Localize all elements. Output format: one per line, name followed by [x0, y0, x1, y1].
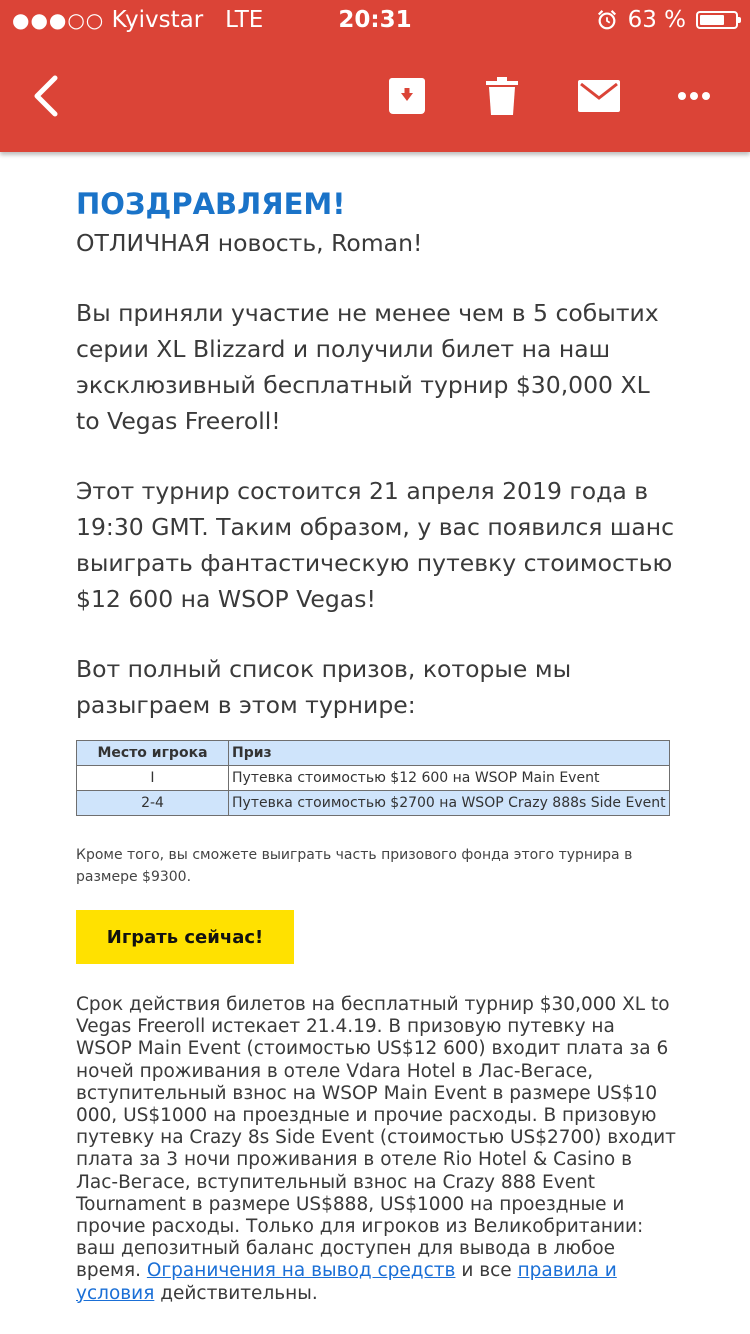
- prizes-table: [76, 740, 670, 816]
- table-row: [77, 791, 670, 816]
- back-button[interactable]: [18, 40, 74, 152]
- delete-button[interactable]: [475, 40, 529, 152]
- network-type: LTE: [225, 7, 264, 33]
- signal-strength: ●●●○○: [12, 8, 105, 32]
- tournament-paragraph: Этот турнир состоится 21 апреля 2019 года в 19:30 GMT. Таким образом, у вас появился шанс выиграть фантастическую путевку стоимостью $12 600 на WSOP Vegas!: [76, 477, 675, 613]
- more-horizontal-icon: [677, 91, 711, 101]
- email-body: [76, 185, 676, 1323]
- alarm-icon: [596, 9, 618, 31]
- header-prize: Приз: [229, 741, 670, 766]
- trash-icon: [486, 77, 518, 115]
- status-bar: [0, 0, 750, 40]
- battery-icon: [696, 11, 738, 29]
- status-time: 20:31: [338, 7, 412, 33]
- archive-icon: [388, 77, 426, 115]
- email-toolbar: [0, 40, 750, 152]
- place-cell: I: [77, 766, 229, 791]
- email-heading: ПОЗДРАВЛЯЕМ!: [76, 187, 346, 221]
- archive-button[interactable]: [380, 40, 434, 152]
- more-button[interactable]: [670, 40, 718, 152]
- app-header: [0, 0, 750, 152]
- play-now-button[interactable]: Играть сейчас!: [76, 910, 294, 964]
- prizes-intro-paragraph: Вот полный список призов, которые мы разыграем в этом турнире:: [76, 655, 572, 719]
- terms-text: Срок действия билетов на бесплатный турнир $30,000 XL to Vegas Freeroll истекает 21.4.19. В призовую путевку на WSOP Main Event (стоимостью US$12 600) входит плата за 6 ночей проживания в отеле Vdara Hotel в Лас-Вегасе, вступительный взнос на WSOP Main Event в размере US$10 000, US$1000 на проездные и прочие расходы. В призовую путевку на Crazy 8s Side Event (стоимостью US$2700) входит плата за 3 ночи проживания в отеле Rio Hotel & Casino в Лас-Вегасе, вступительный взнос на Crazy 888 Event Tournament в размере US$888, US$1000 на проездные и прочие расходы. Только для игроков из Великобритании: ваш депозитный баланс доступен для вывода в любое время.: [76, 994, 676, 1282]
- terms-mid-text: и все: [455, 1260, 518, 1282]
- place-cell: 2-4: [77, 791, 229, 816]
- table-header-row: [77, 741, 670, 766]
- table-row: [77, 766, 670, 791]
- mail-icon: [578, 80, 620, 112]
- carrier-name: Kyivstar: [111, 7, 204, 33]
- terms-end-text: действительны.: [154, 1282, 318, 1304]
- chevron-left-icon: [31, 74, 61, 118]
- extra-prize-text: Кроме того, вы сможете выиграть часть призового фонда этого турнира в размере $9300.: [76, 847, 633, 885]
- status-right: [596, 0, 738, 40]
- intro-paragraph: Вы приняли участие не менее чем в 5 событих серии XL Blizzard и получили билет на наш эксклюзивный бесплатный турнир $30,000 XL to Vegas Freeroll!: [76, 299, 659, 435]
- terms-paragraph: [76, 994, 676, 1305]
- terms-conditions-link[interactable]: правила и условия: [76, 1260, 617, 1304]
- prize-cell: Путевка стоимостью $12 600 на WSOP Main Event: [229, 766, 670, 791]
- header-place: Место игрока: [77, 741, 229, 766]
- battery-percent: 63 %: [627, 7, 686, 33]
- withdrawal-limits-link[interactable]: Ограничения на вывод средств: [146, 1260, 456, 1282]
- mail-button[interactable]: [575, 40, 623, 152]
- prize-cell: Путевка стоимостью $2700 на WSOP Crazy 888s Side Event: [229, 791, 670, 816]
- greeting-text: ОТЛИЧНАЯ новость, Roman!: [76, 229, 423, 257]
